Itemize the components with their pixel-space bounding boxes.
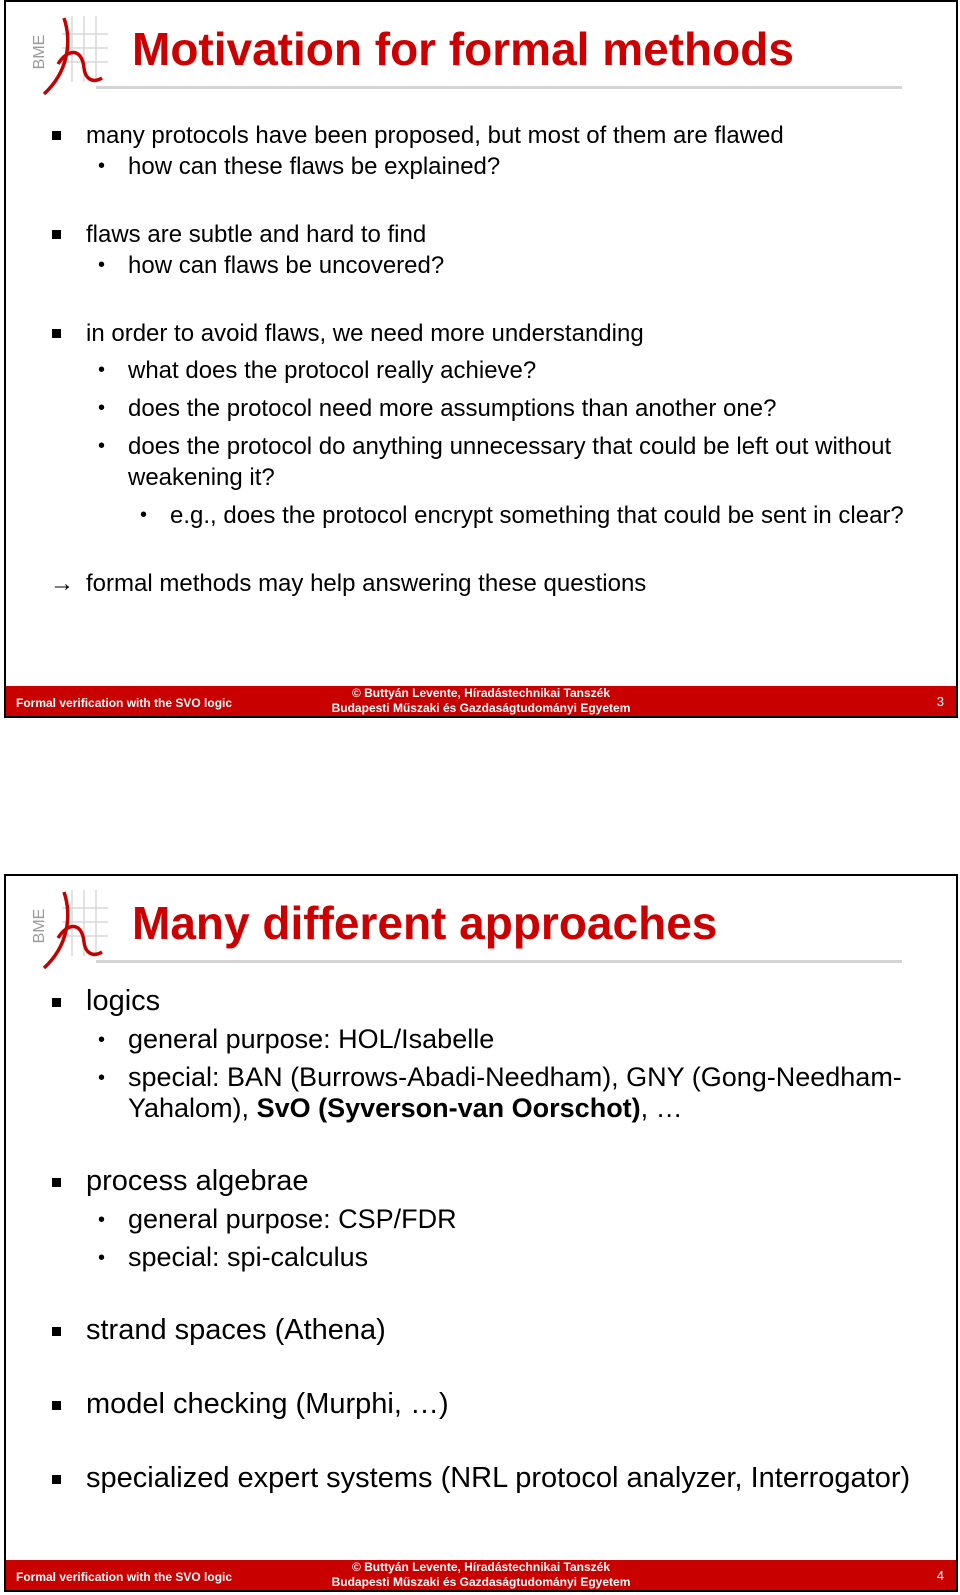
square-bullet-icon bbox=[52, 1475, 61, 1484]
slide-content bbox=[50, 984, 930, 1495]
square-bullet-icon bbox=[52, 230, 61, 239]
list-item: in order to avoid flaws, we need more understanding bbox=[50, 318, 930, 349]
list-subsubitem: • e.g., does the protocol encrypt something that could be sent in clear? bbox=[140, 502, 904, 529]
square-bullet-icon bbox=[52, 1401, 61, 1410]
page-number: 3 bbox=[936, 694, 944, 709]
bme-logo-icon bbox=[22, 886, 112, 970]
slide-title: Motivation for formal methods bbox=[132, 23, 794, 75]
square-bullet-icon bbox=[52, 329, 61, 338]
footer-copyright: © Buttyán Levente, Híradástechnikai Tanszék bbox=[351, 686, 611, 700]
list-item: flaws are subtle and hard to find bbox=[50, 219, 930, 250]
page-number: 4 bbox=[936, 1568, 944, 1583]
dot-bullet-icon: • bbox=[98, 1247, 106, 1269]
bme-logo-icon bbox=[22, 12, 112, 96]
title-divider bbox=[96, 86, 902, 89]
dot-bullet-icon: • bbox=[98, 1209, 106, 1231]
list-subitem: • how can flaws be uncovered? bbox=[98, 252, 445, 279]
list-subitem: • what does the protocol really achieve? bbox=[98, 357, 537, 384]
dot-bullet-icon: • bbox=[98, 155, 106, 177]
dot-bullet-icon: • bbox=[98, 1029, 106, 1051]
square-bullet-icon bbox=[52, 131, 61, 140]
list-subitem: • special: BAN (Burrows-Abadi-Needham), GNY (Gong-Needham-Yahalom), SvO (Syverson-van Oorschot), … bbox=[98, 1062, 902, 1123]
dot-bullet-icon: • bbox=[98, 1067, 106, 1089]
dot-bullet-icon: • bbox=[98, 435, 106, 457]
list-item: strand spaces (Athena) bbox=[50, 1313, 930, 1347]
arrow-right-icon: → bbox=[50, 570, 74, 597]
footer-copyright: © Buttyán Levente, Híradástechnikai Tanszék bbox=[351, 1560, 611, 1574]
dot-bullet-icon: • bbox=[98, 254, 106, 276]
slide-footer bbox=[6, 1560, 956, 1590]
slide-footer bbox=[6, 686, 956, 716]
title-divider bbox=[96, 960, 902, 963]
list-item: specialized expert systems (NRL protocol analyzer, Interrogator) bbox=[50, 1461, 930, 1495]
list-item: logics bbox=[50, 984, 930, 1018]
conclusion: → formal methods may help answering these questions bbox=[50, 570, 647, 597]
list-item: many protocols have been proposed, but most of them are flawed bbox=[50, 120, 930, 151]
list-subitem: • does the protocol do anything unnecessary that could be left out without weakening it? bbox=[98, 433, 892, 491]
dot-bullet-icon: • bbox=[98, 397, 106, 419]
logo-text: BME bbox=[31, 908, 48, 944]
slide-content bbox=[50, 120, 930, 599]
dot-bullet-icon: • bbox=[140, 504, 148, 526]
list-subitem: • how can these flaws be explained? bbox=[98, 153, 501, 180]
slide-4 bbox=[4, 874, 958, 1592]
footer-university: Budapesti Műszaki és Gazdaságtudományi Egyetem bbox=[331, 701, 631, 715]
list-subitem: • special: spi-calculus bbox=[98, 1242, 369, 1272]
list-subitem: • general purpose: CSP/FDR bbox=[98, 1204, 457, 1234]
list-subitem: • does the protocol need more assumptions than another one? bbox=[98, 395, 777, 422]
logo-text: BME bbox=[31, 34, 48, 70]
list-item: model checking (Murphi, …) bbox=[50, 1387, 930, 1421]
dot-bullet-icon: • bbox=[98, 359, 106, 381]
square-bullet-icon bbox=[52, 1327, 61, 1336]
footer-course: Formal verification with the SVO logic bbox=[16, 1570, 233, 1584]
square-bullet-icon bbox=[52, 1178, 61, 1187]
list-subitem: • general purpose: HOL/Isabelle bbox=[98, 1024, 495, 1054]
slide-3 bbox=[4, 0, 958, 718]
list-item: process algebrae bbox=[50, 1164, 930, 1198]
slide-title: Many different approaches bbox=[132, 897, 718, 949]
footer-course: Formal verification with the SVO logic bbox=[16, 696, 233, 710]
square-bullet-icon bbox=[52, 998, 61, 1007]
footer-university: Budapesti Műszaki és Gazdaságtudományi Egyetem bbox=[331, 1575, 631, 1589]
